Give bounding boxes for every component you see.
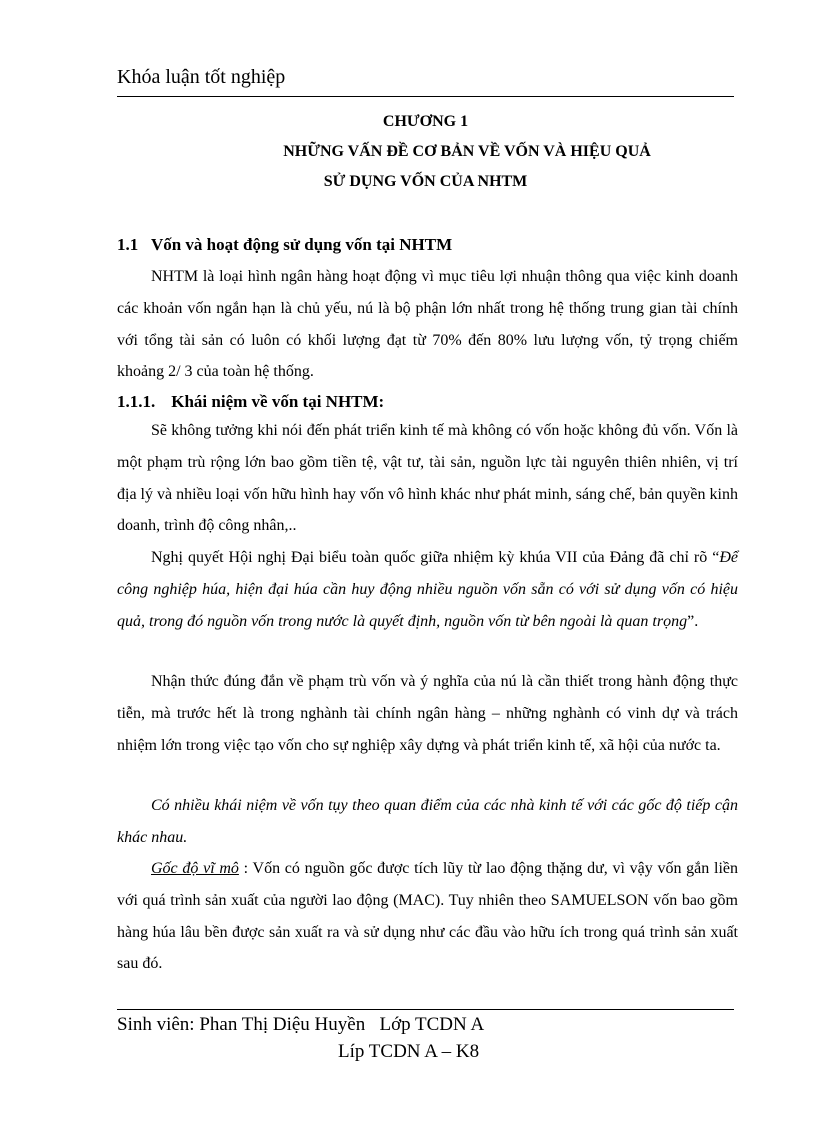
paragraph-3-end: ”.: [687, 612, 699, 630]
footer-class: Líp TCDN A – K8: [338, 1041, 480, 1062]
footer-student: Sinh viên: Phan Thị Diệu Huyền Lớp TCDN A: [117, 1014, 485, 1035]
paragraph-2: [117, 415, 738, 542]
paragraph-4: [117, 666, 738, 761]
paragraph-6-text: : Vốn có nguồn gốc được tích lũy từ lao động thặng dư, vì vậy vốn gắn liền với quá trình sản xuất của người lao động (MAC). Tuy nhiên theo SAMUELSON vốn bao gồm hàng húa lâu bền được sản xuất ra và sử dụng như các đầu vào hữu ích trong quá trình sản xuất sau đó.: [117, 860, 738, 973]
chapter-label: CHƯƠNG 1: [382, 113, 469, 130]
paragraph-5-text: Có nhiều khái niệm về vốn tụy theo quan điểm của các nhà kinh tế với các gốc độ tiếp cận khác nhau.: [117, 797, 738, 846]
paragraph-2-text: Sẽ không tưởng khi nói đến phát triển kinh tế mà không có vốn hoặc không đủ vốn. Vốn là một phạm trù rộng lớn bao gồm tiền tệ, vật tư, tài sản, nguồn lực tài nguyên thiên nhiên, vị trí địa lý và nhiều loại vốn hữu hình hay vốn vô hình khác như phát minh, sáng chế, bản quyền kinh doanh, trình độ công nhân,..: [117, 422, 738, 535]
subsection-title: Khái niệm về vốn tại NHTM:: [171, 392, 385, 411]
paragraph-1-text: NHTM là loại hình ngân hàng hoạt động vì mục tiêu lợi nhuận thông qua việc kinh doanh các khoản vốn ngắn hạn là chủ yếu, nú là bộ phận lớn nhất trong hệ thống trung gian tài chính với tổng tài sản có luôn có khối lượng đạt từ 70% đến 80% lưu lượng vốn, tỷ trọng chiếm khoảng 2/ 3 của toàn hệ thống.: [117, 268, 738, 381]
paragraph-3: [117, 542, 738, 637]
paragraph-6: [117, 853, 738, 980]
section-heading-1-1: [117, 235, 452, 255]
paragraph-3-quote: Để công nghiệp húa, hiện đại húa cần huy động nhiều nguồn vốn sẵn có với sử dụng vốn có hiệu quả, trong đó nguồn vốn trong nước là quyết định, nguồn vốn từ bên ngoài là quan trọng: [117, 549, 738, 630]
section-heading-1-1-1: [117, 392, 384, 412]
page-header: Khóa luận tốt nghiệp: [117, 66, 286, 88]
chapter-title-line2: SỬ DỤNG VỐN CỦA NHTM: [323, 173, 528, 190]
paragraph-3-start: Nghị quyết Hội nghị Đại biểu toàn quốc giữa nhiệm kỳ khúa VII của Đảng đã chỉ rõ “: [151, 549, 720, 566]
paragraph-4-text: Nhận thức đúng đắn về phạm trù vốn và ý nghĩa của nú là cần thiết trong hành động thực tiễn, mà trước hết là trong nghành tài chính ngân hàng – những nghành có vinh dự và trách nhiệm lớn trong việc tạo vốn cho sự nghiệp xây dựng và phát triển kinh tế, xã hội của nước ta.: [117, 673, 738, 754]
header-divider: [117, 96, 734, 97]
subsection-number: 1.1.1.: [117, 392, 156, 411]
paragraph-5: [117, 790, 738, 854]
macro-perspective-label: Gốc độ vĩ mô: [151, 860, 239, 877]
chapter-title-line1: NHỮNG VẤN ĐỀ CƠ BẢN VỀ VỐN VÀ HIỆU QUẢ: [283, 143, 651, 160]
paragraph-1: [117, 261, 738, 388]
section-title: Vốn và hoạt động sử dụng vốn tại NHTM: [150, 235, 453, 254]
footer-divider: [117, 1009, 734, 1010]
section-number: 1.1: [117, 235, 139, 254]
